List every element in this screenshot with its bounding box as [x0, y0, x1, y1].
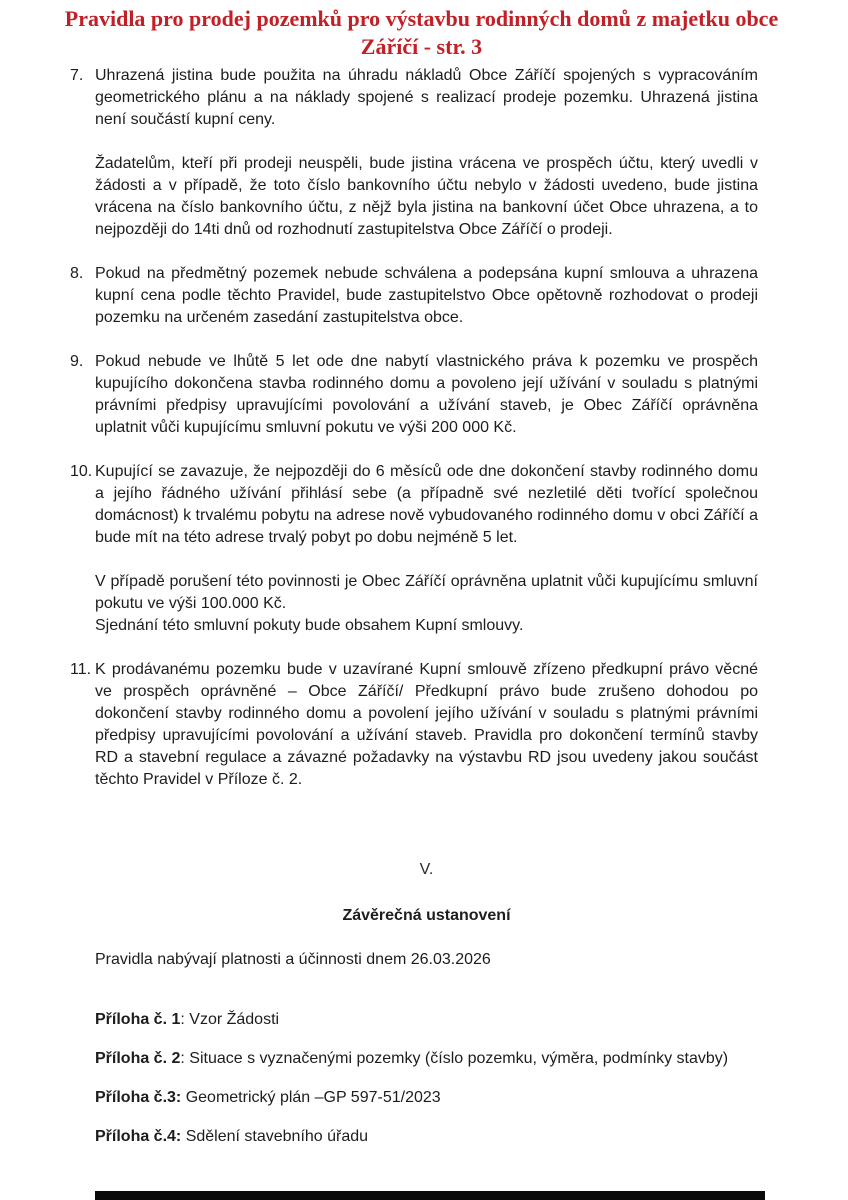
closing-section: [95, 859, 758, 1148]
attachment-text: : Vzor Žádosti: [180, 1011, 280, 1028]
item-number: 8.: [70, 265, 84, 282]
paragraph: Žadatelům, kteří při prodeji neuspěli, bude jistina vrácena ve prospěch účtu, který uvedli v žádosti a v případě, že toto číslo bankovního účtu nebylo v žádosti uvedeno, bude jistina vrácena na číslo bankovního účtu, z nějž byla jistina na bankovní účet Obce uhrazena, a to nejpozději do 14ti dnů od rozhodnutí zastupitelstva Obce Záříčí o prodeji.: [95, 155, 758, 238]
list-item-9: [70, 351, 758, 439]
title-line-2: Záříčí - str. 3: [360, 34, 483, 59]
list-item-7: [70, 65, 758, 241]
attachment-line-3: [95, 1087, 758, 1109]
list-item-10: [70, 461, 758, 637]
item-number: 7.: [70, 67, 84, 84]
paragraph: V případě porušení této povinnosti je Obec Záříčí oprávněna uplatnit vůči kupujícímu smluvní pokutu ve výši 100.000 Kč.: [95, 573, 758, 612]
attachment-label: Příloha č. 1: [95, 1011, 181, 1028]
paragraph: Pokud na předmětný pozemek nebude schválena a podepsána kupní smlouva a uhrazena kupní cena podle těchto Pravidel, bude zastupitelstvo Obce opětovně rozhodovat o prodeji pozemku na určeném zasedání zastupitelstva obce.: [95, 265, 758, 326]
section-numeral: V.: [419, 861, 434, 878]
paragraph: K prodávanému pozemku bude v uzavírané Kupní smlouvě zřízeno předkupní právo věcné ve prospěch oprávněné – Obce Záříčí/ Předkupní právo bude zrušeno dohodou po dokončení stavby rodinného domu a povolení jejího užívání v souladu s platnými právními předpisy upravujícími povolování a užívání staveb. Pravidla pro dokončení termínů stavby RD a stavební regulace a závazné požadavky na výstavbu RD jsou uvedeny jakou součást těchto Pravidel v Příloze č. 2.: [95, 661, 758, 788]
item-body: [95, 65, 758, 241]
paragraph: Pokud nebude ve lhůtě 5 let ode dne nabytí vlastnického práva k pozemku ve prospěch kupujícího dokončena stavba rodinného domu a povoleno její užívání v souladu s platnými právními předpisy upravujícími povolování a užívání staveb, je Obec Záříčí oprávněna uplatnit vůči kupujícímu smluvní pokutu ve výši 200 000 Kč.: [95, 353, 758, 436]
attachment-text: Geometrický plán –GP 597-51/2023: [181, 1089, 441, 1106]
title-line-1: Pravidla pro prodej pozemků pro výstavbu rodinných domů z majetku obce: [64, 6, 779, 31]
list-item-11: [70, 659, 758, 791]
paragraph: Uhrazená jistina bude použita na úhradu nákladů Obce Záříčí spojených s vypracováním geometrického plánu a na náklady spojené s realizací prodeje pozemku. Uhrazená jistina není součástí kupní ceny.: [95, 67, 758, 128]
attachment-label: Příloha č.3:: [95, 1089, 182, 1106]
item-body: [95, 351, 758, 439]
numbered-list: [70, 65, 758, 791]
item-body: [95, 263, 758, 329]
section-heading: Závěrečná ustanovení: [342, 907, 511, 924]
item-body: [95, 659, 758, 791]
list-item-8: [70, 263, 758, 329]
attachment-line-2: [95, 1048, 758, 1070]
attachment-text: Sdělení stavebního úřadu: [181, 1128, 369, 1145]
item-number: 9.: [70, 353, 84, 370]
paragraph: Sjednání této smluvní pokuty bude obsahem Kupní smlouvy.: [95, 617, 524, 634]
effective-date-line: Pravidla nabývají platnosti a účinnosti dnem 26.03.2026: [95, 951, 491, 968]
attachment-line-4: [95, 1126, 758, 1148]
item-number: 10.: [70, 463, 93, 480]
scan-artifact-bar: [95, 1191, 765, 1200]
item-body: [95, 461, 758, 637]
attachment-label: Příloha č.4:: [95, 1128, 182, 1145]
paragraph: Kupující se zavazuje, že nejpozději do 6 měsíců ode dne dokončení stavby rodinného domu a jejího řádného užívání přihlásí sebe (a případně své nezletilé děti tvořící společnou domácnost) k trvalému pobytu na adrese nově vybudovaného rodinného domu v obci Záříčí a bude mít na této adrese trvalý pobyt po dobu nejméně 5 let.: [95, 463, 758, 546]
attachment-label: Příloha č. 2: [95, 1050, 181, 1067]
attachment-text: : Situace s vyznačenými pozemky (číslo pozemku, výměra, podmínky stavby): [180, 1050, 729, 1067]
attachment-line-1: [95, 1009, 758, 1031]
page-title: [25, 0, 818, 61]
item-number: 11.: [70, 661, 92, 678]
